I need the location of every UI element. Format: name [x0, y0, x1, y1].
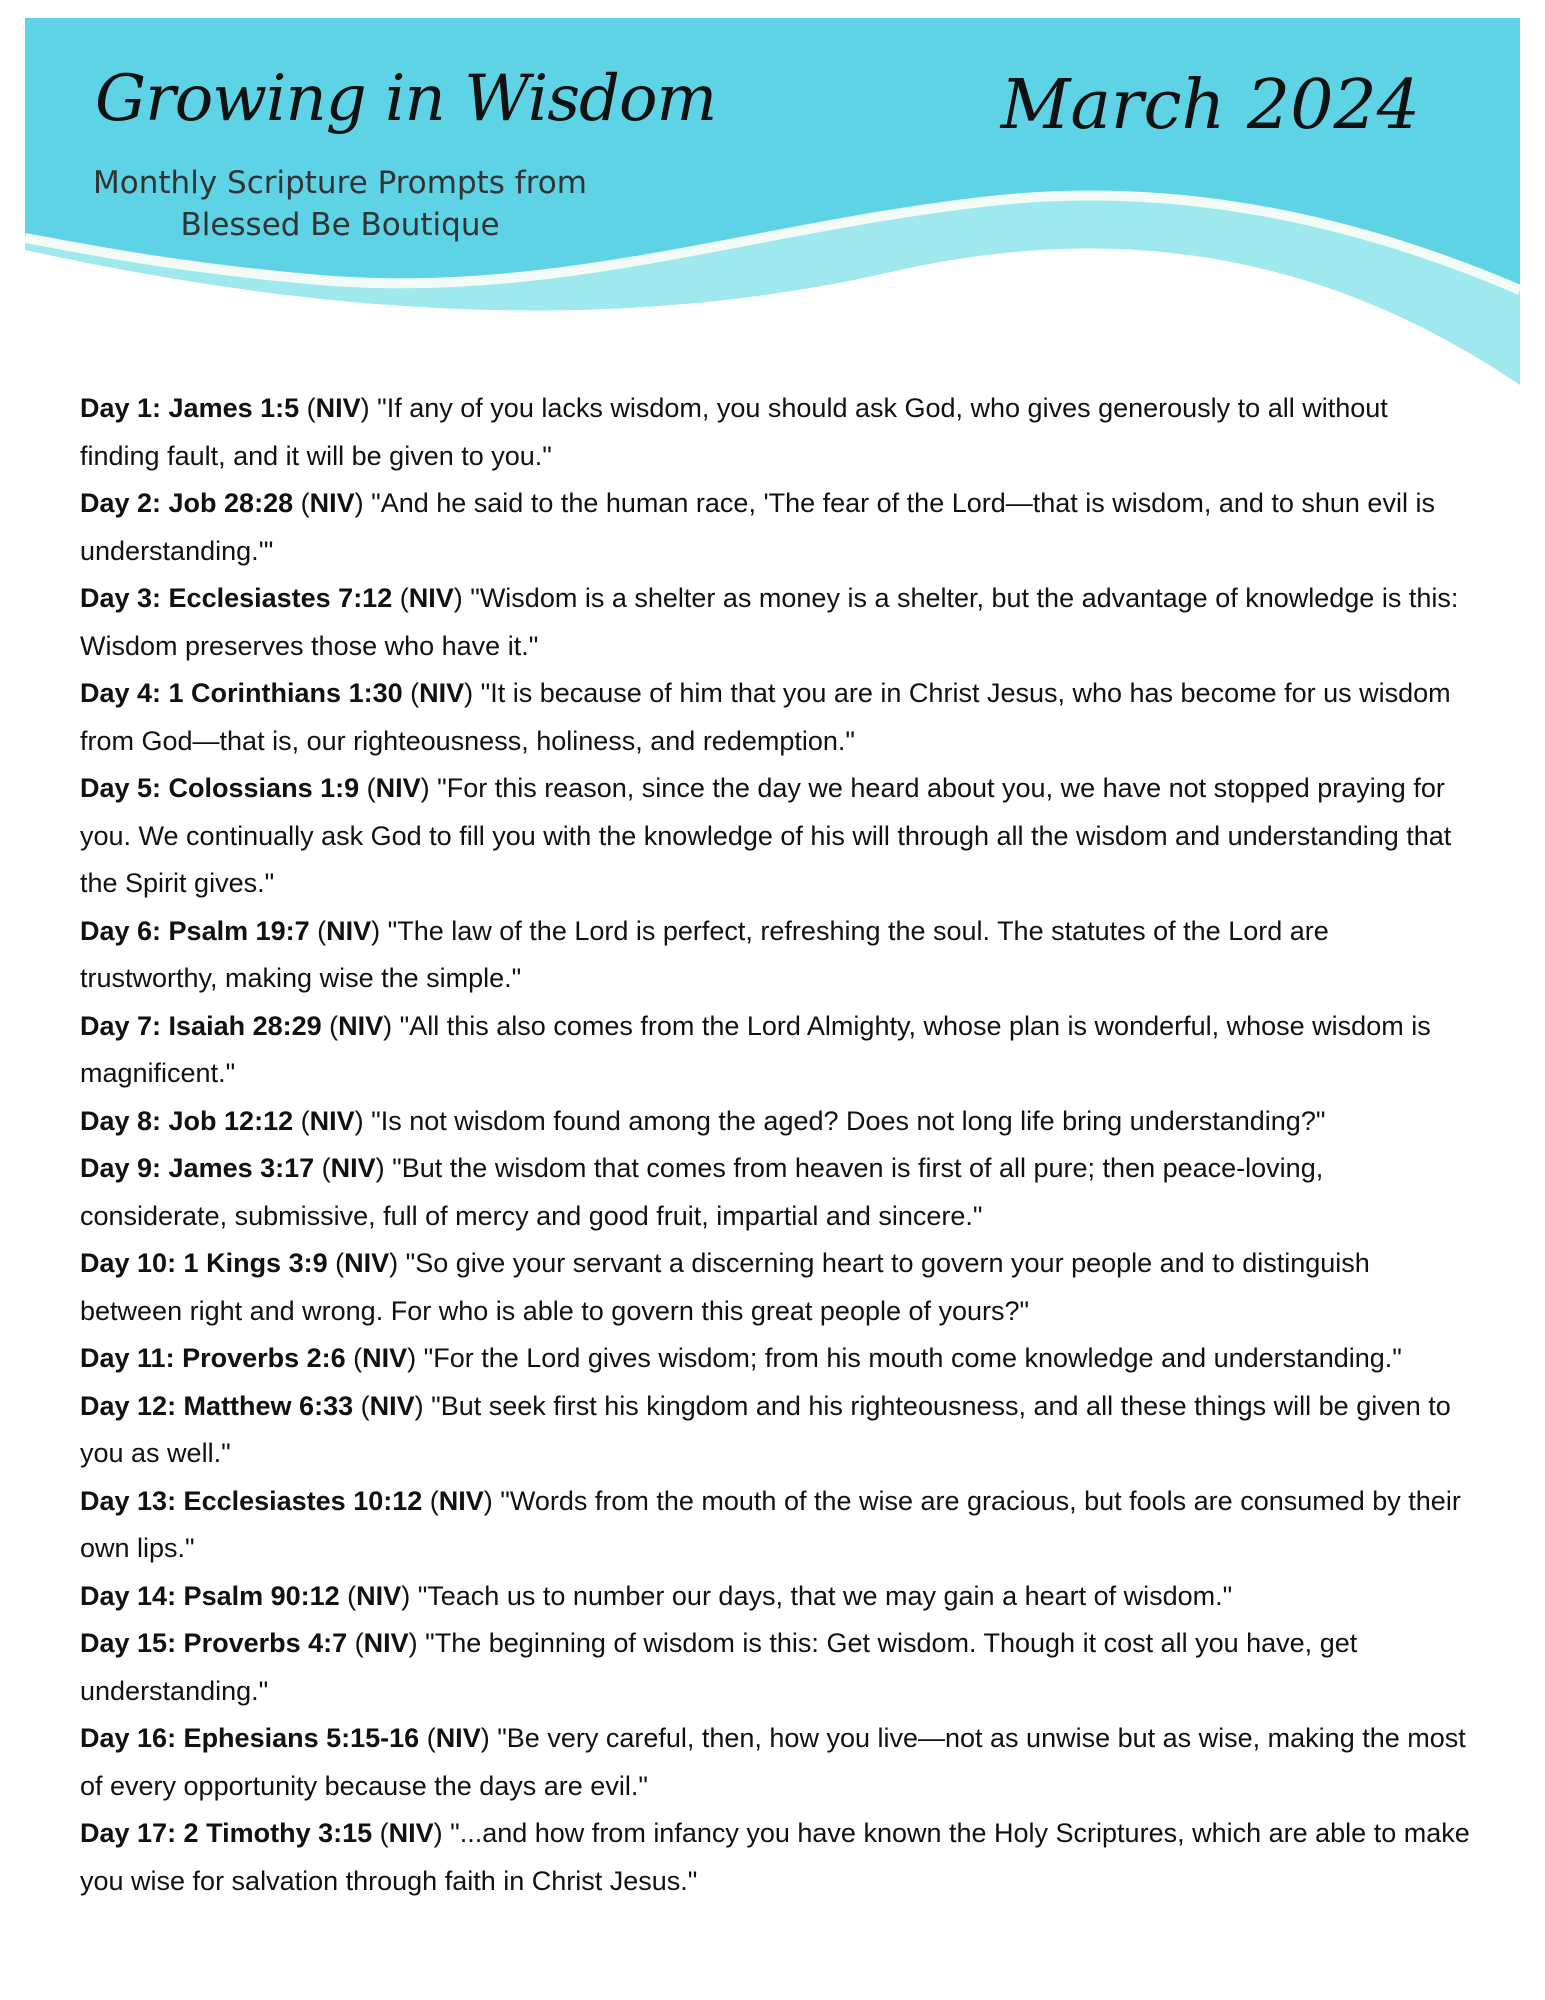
entry-text: "All this also comes from the Lord Almighty, whose plan is wonderful, whose wisdom is magnificent." — [80, 1010, 1431, 1088]
scripture-entry-4: Day 4: 1 Corinthians 1:30 (NIV) "It is because of him that you are in Christ Jesus, who has become for us wisdom from God—that is, our righteousness, holiness, and redemption." — [80, 678, 1451, 756]
entry-text: "Words from the mouth of the wise are gracious, but fools are consumed by their own lips." — [80, 1485, 1461, 1563]
entry-text: "The beginning of wisdom is this: Get wisdom. Though it cost all you have, get understanding." — [80, 1628, 1358, 1706]
entry-reference: Day 12: Matthew 6:33 — [80, 1390, 354, 1421]
entry-text: "Be very careful, then, how you live—not as unwise but as wise, making the most of every opportunity because the days are evil." — [80, 1723, 1466, 1801]
scripture-entry-7: Day 7: Isaiah 28:29 (NIV) "All this also comes from the Lord Almighty, whose plan is wonderful, whose wisdom is magnificent." — [80, 1010, 1431, 1088]
entry-text: "The law of the Lord is perfect, refreshing the soul. The statutes of the Lord are trustworthy, making wise the simple." — [80, 915, 1329, 993]
entry-reference: Day 11: Proverbs 2:6 — [80, 1343, 346, 1373]
entry-version: NIV — [338, 1010, 384, 1041]
entry-reference: Day 13: Ecclesiastes 10:12 — [80, 1485, 423, 1516]
scripture-entry-1: Day 1: James 1:5 (NIV) "If any of you lacks wisdom, you should ask God, who gives generously to all without finding fault, and it will be given to you." — [80, 393, 1388, 471]
entry-text: "But seek first his kingdom and his righteousness, and all these things will be given to you as well." — [80, 1390, 1451, 1468]
entry-version: NIV — [375, 773, 421, 803]
entry-text: "Wisdom is a shelter as money is a shelter, but the advantage of knowledge is this: Wisdom preserves those who have it." — [80, 583, 1459, 661]
entry-text: "It is because of him that you are in Christ Jesus, who has become for us wisdom from God—that is, our righteousness, holiness, and redemption." — [80, 678, 1451, 756]
subtitle-line-2: Blessed Be Boutique — [180, 207, 500, 243]
entry-reference: Day 17: 2 Timothy 3:15 — [80, 1818, 373, 1848]
scripture-entry-15: Day 15: Proverbs 4:7 (NIV) "The beginning of wisdom is this: Get wisdom. Though it cost all you have, get understanding." — [80, 1628, 1358, 1706]
entry-reference: Day 15: Proverbs 4:7 — [80, 1628, 348, 1658]
entry-text: "And he said to the human race, 'The fear of the Lord—that is wisdom, and to shun evil is understanding.'" — [80, 488, 1435, 566]
scripture-entry-10: Day 10: 1 Kings 3:9 (NIV) "So give your servant a discerning heart to govern your people and to distinguish between right and wrong. For who is able to govern this great people of yours?" — [80, 1248, 1370, 1326]
scripture-entry-12: Day 12: Matthew 6:33 (NIV) "But seek first his kingdom and his righteousness, and all these things will be given to you as well." — [80, 1390, 1451, 1468]
entry-version: NIV — [388, 1818, 434, 1848]
month-label: March 2024 — [1000, 66, 1420, 145]
entry-version: NIV — [362, 1343, 408, 1373]
page-subtitle — [80, 162, 600, 246]
entry-version: NIV — [356, 1580, 402, 1611]
entry-reference: Day 2: Job 28:28 — [80, 488, 294, 518]
entry-version: NIV — [435, 1723, 481, 1753]
scripture-entry-17: Day 17: 2 Timothy 3:15 (NIV) "...and how from infancy you have known the Holy Scriptures, which are able to make you wise for salvation through faith in Christ Jesus." — [80, 1818, 1470, 1896]
subtitle-line-1: Monthly Scripture Prompts from — [93, 165, 587, 201]
scripture-entry-13: Day 13: Ecclesiastes 10:12 (NIV) "Words from the mouth of the wise are gracious, but fools are consumed by their own lips." — [80, 1485, 1461, 1563]
entry-version: NIV — [330, 1153, 376, 1183]
entry-text: "If any of you lacks wisdom, you should ask God, who gives generously to all without finding fault, and it will be given to you." — [80, 393, 1388, 471]
entry-text: "For the Lord gives wisdom; from his mouth come knowledge and understanding." — [423, 1343, 1402, 1373]
scripture-entry-16: Day 16: Ephesians 5:15-16 (NIV) "Be very careful, then, how you live—not as unwise but as wise, making the most of every opportunity because the days are evil." — [80, 1723, 1466, 1801]
entry-text: "So give your servant a discerning heart to govern your people and to distinguish between right and wrong. For who is able to govern this great people of yours?" — [80, 1248, 1370, 1326]
entry-text: "Teach us to number our days, that we may gain a heart of wisdom." — [417, 1580, 1233, 1611]
entry-reference: Day 3: Ecclesiastes 7:12 — [80, 583, 393, 613]
entry-text: "For this reason, since the day we heard about you, we have not stopped praying for you. We continually ask God to fill you with the knowledge of his will through all the wisdom and understanding that the Spirit gives." — [80, 773, 1452, 898]
entry-reference: Day 9: James 3:17 — [80, 1153, 315, 1183]
entry-text: "But the wisdom that comes from heaven is first of all pure; then peace-loving, considerate, submissive, full of mercy and good fruit, impartial and sincere." — [80, 1153, 1324, 1231]
entry-version: NIV — [326, 915, 372, 946]
entry-reference: Day 4: 1 Corinthians 1:30 — [80, 678, 403, 708]
entry-text: "...and how from infancy you have known the Holy Scriptures, which are able to make you wise for salvation through faith in Christ Jesus." — [80, 1818, 1470, 1896]
scripture-entry-5: Day 5: Colossians 1:9 (NIV) "For this reason, since the day we heard about you, we have not stopped praying for you. We continually ask God to fill you with the knowledge of his will through all the wisdom and understanding that the Spirit gives." — [80, 773, 1452, 898]
entry-reference: Day 14: Psalm 90:12 — [80, 1580, 340, 1611]
entry-reference: Day 7: Isaiah 28:29 — [80, 1010, 322, 1041]
page-title: Growing in Wisdom — [95, 62, 717, 136]
entry-version: NIV — [315, 393, 361, 423]
entry-reference: Day 1: James 1:5 — [80, 393, 300, 423]
scripture-entry-9: Day 9: James 3:17 (NIV) "But the wisdom that comes from heaven is first of all pure; then peace-loving, considerate, submissive, full of mercy and good fruit, impartial and sincere." — [80, 1153, 1324, 1231]
entry-reference: Day 10: 1 Kings 3:9 — [80, 1248, 328, 1278]
entry-reference: Day 5: Colossians 1:9 — [80, 773, 360, 803]
entry-version: NIV — [369, 1390, 415, 1421]
entry-version: NIV — [419, 678, 465, 708]
entry-version: NIV — [438, 1485, 484, 1516]
entry-text: "Is not wisdom found among the aged? Does not long life bring understanding?" — [371, 1105, 1326, 1136]
entry-version: NIV — [408, 583, 454, 613]
entry-reference: Day 8: Job 12:12 — [80, 1105, 294, 1136]
entry-version: NIV — [344, 1248, 390, 1278]
entry-version: NIV — [309, 488, 355, 518]
entry-reference: Day 16: Ephesians 5:15-16 — [80, 1723, 420, 1753]
scripture-entry-3: Day 3: Ecclesiastes 7:12 (NIV) "Wisdom is a shelter as money is a shelter, but the advantage of knowledge is this: Wisdom preserves those who have it." — [80, 583, 1459, 661]
scripture-entry-8: Day 8: Job 12:12 (NIV) "Is not wisdom found among the aged? Does not long life bring understanding?" — [80, 1105, 1326, 1136]
entry-reference: Day 6: Psalm 19:7 — [80, 915, 310, 946]
entry-version: NIV — [309, 1105, 355, 1136]
scripture-entry-2: Day 2: Job 28:28 (NIV) "And he said to the human race, 'The fear of the Lord—that is wisdom, and to shun evil is understanding.'" — [80, 488, 1435, 566]
scripture-entry-6: Day 6: Psalm 19:7 (NIV) "The law of the Lord is perfect, refreshing the soul. The statutes of the Lord are trustworthy, making wise the simple." — [80, 915, 1329, 993]
scripture-list — [80, 385, 1470, 1905]
scripture-entry-11: Day 11: Proverbs 2:6 (NIV) "For the Lord gives wisdom; from his mouth come knowledge and understanding." — [80, 1343, 1402, 1373]
scripture-entry-14: Day 14: Psalm 90:12 (NIV) "Teach us to number our days, that we may gain a heart of wisdom." — [80, 1580, 1233, 1611]
entry-version: NIV — [363, 1628, 409, 1658]
